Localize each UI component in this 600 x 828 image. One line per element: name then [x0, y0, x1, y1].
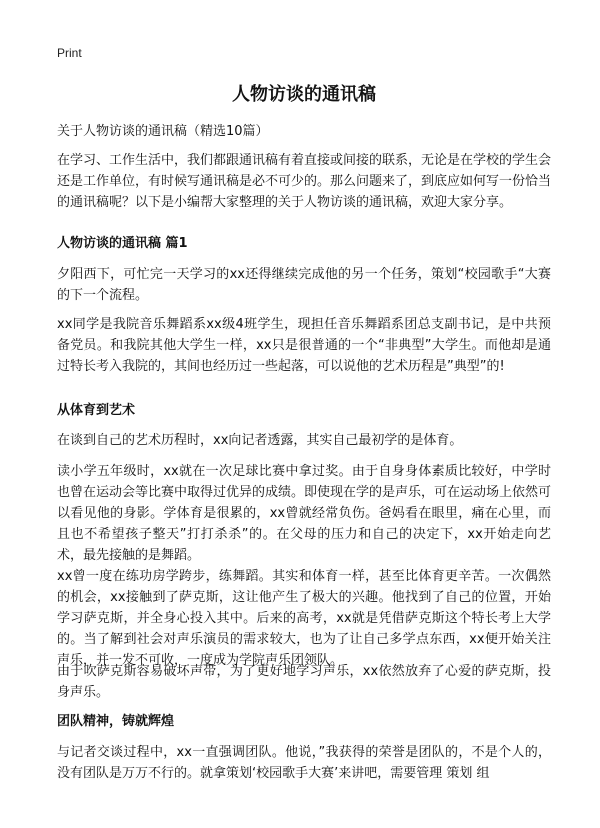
- section-heading-2: 从体育到艺术: [57, 403, 136, 418]
- paragraph: 读小学五年级时，xx就在一次足球比赛中拿过奖。由于自身身体素质比较好，中学时也曾在运动会等比赛中取得过优异的成绩。即使现在学的是声乐，可在运动场上依然可以看见他的身影。学体育是很累的，xx曾就经常负伤。爸妈看在眼里，痛在心里，而且也不希望孩子整天”打打杀杀”的。在父母的压力和自己的决定下，xx开始走向艺术，最先接触的是舞蹈。: [57, 464, 552, 563]
- paragraph: 在谈到自己的艺术历程时，xx向记者透露，其实自己最初学的是体育。: [57, 433, 463, 448]
- paragraph: xx同学是我院音乐舞蹈系xx级4班学生，现担任音乐舞蹈系团总支副书记，是中共预备党员。和我院其他大学生一样，xx只是很普通的一个“非典型”大学生。而他却是通过特长考入我院的，其间也经历过一些起落，可以说他的艺术历程是”典型”的!: [57, 317, 551, 374]
- paragraph: 夕阳西下，可忙完一天学习的xx还得继续完成他的另一个任务，策划“校园歌手“大赛的下一个流程。: [57, 267, 551, 303]
- paragraph: xx曾一度在练功房学跨步，练舞蹈。其实和体育一样，甚至比体育更辛苦。一次偶然的机会，xx接触到了萨克斯，这让他产生了极大的兴趣。他找到了自己的位置，开始学习萨克斯，并全身心投入其中。后来的高考，xx就是凭借萨克斯这个特长考上大学的。当了解到社会对声乐演员的需求较大，也为了让自己多学点东西，xx便开始关注声乐，并一发不可收，一度成为学院声乐团领队。: [57, 569, 551, 668]
- section-heading-1: 人物访谈的通讯稿 篇1: [57, 236, 188, 251]
- intro-paragraph: 在学习、工作生活中，我们都跟通讯稿有着直接或间接的联系，无论是在学校的学生会还是工作单位，有时候写通讯稿是必不可少的。那么问题来了，到底应如何写一份恰当的通讯稿呢？以下是小编帮大家整理的关于人物访谈的通讯稿，欢迎大家分享。: [57, 153, 552, 210]
- paragraph: 由于吹萨克斯容易破坏声带，为了更好地学习声乐，xx依然放弃了心爱的萨克斯，投身声乐。: [57, 664, 551, 700]
- page-title: 人物访谈的通讯稿: [232, 84, 376, 105]
- section-heading-3: 团队精神，铸就辉煌: [57, 714, 175, 729]
- paragraph: 与记者交谈过程中，xx一直强调团队。他说，”我获得的荣誉是团队的，不是个人的，没有团队是万万不行的。就拿策划‘校园歌手大赛’来讲吧，需要管理 策划 组: [57, 745, 551, 781]
- print-link[interactable]: Print: [57, 46, 82, 60]
- subtitle: 关于人物访谈的通讯稿（精选10篇）: [57, 124, 269, 139]
